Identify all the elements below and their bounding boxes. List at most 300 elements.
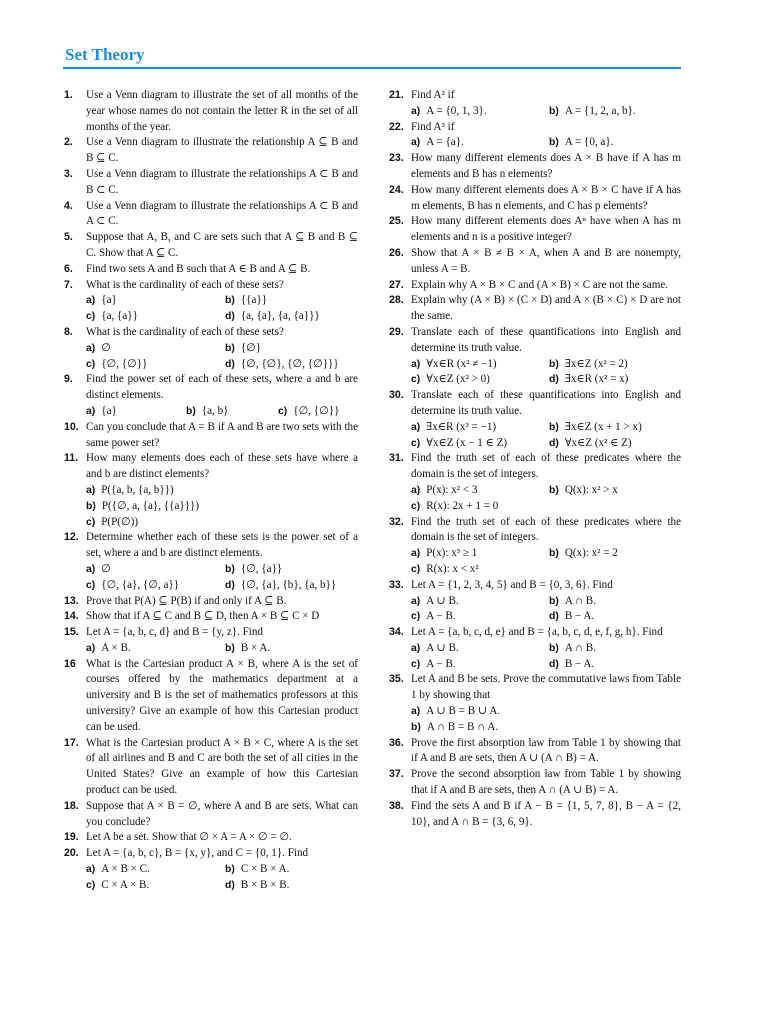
exercise-question: Suppose that A × B = ∅, where A and B are sets. What can you conclude? (86, 799, 358, 828)
exercise-item (389, 736, 681, 768)
exercise-text (64, 530, 358, 562)
exercise-question: Find the truth set of each of these predicates where the domain is the set of integers. (411, 452, 681, 481)
option-label: d) (549, 437, 559, 449)
exercise-option (411, 704, 681, 720)
option-text: A × B × C. (101, 863, 150, 876)
exercise-item (64, 167, 358, 199)
exercise-text (64, 88, 358, 135)
option-label: a) (86, 563, 96, 575)
option-label: b) (225, 295, 235, 307)
exercise-number: 23. (389, 152, 404, 165)
option-label: b) (549, 421, 559, 433)
exercise-text (64, 230, 358, 262)
option-label: b) (549, 105, 559, 117)
exercise-text (64, 325, 358, 341)
exercise-number: 29. (389, 325, 404, 338)
option-text: B × A. (240, 641, 271, 654)
exercise-option (225, 309, 358, 325)
exercise-text (389, 293, 681, 325)
exercise-question: Prove that P(A) ⊆ P(B) if and only if A ⊆ B. (86, 594, 287, 607)
exercise-number: 26. (389, 246, 404, 259)
exercise-number: 3. (64, 167, 73, 180)
exercise-options (64, 562, 358, 594)
option-text: {∅, {∅}} (293, 404, 340, 417)
option-label: b) (186, 405, 196, 417)
exercise-number: 37. (389, 768, 404, 781)
exercise-text (64, 657, 358, 736)
option-text: {a, b} (201, 404, 229, 417)
exercise-options (389, 704, 681, 736)
exercise-number: 34. (389, 626, 404, 639)
exercise-option (411, 562, 543, 578)
exercise-number: 20. (64, 847, 79, 860)
exercise-text (389, 388, 681, 420)
exercise-question: Translate each of these quantifications into English and determine its truth value. (411, 325, 681, 354)
right-column (389, 88, 681, 830)
exercise-item (389, 799, 681, 831)
exercise-option (411, 546, 543, 562)
exercise-text (389, 246, 681, 278)
exercise-text (389, 214, 681, 246)
exercise-item (64, 135, 358, 167)
exercise-number: 17. (64, 736, 79, 749)
exercise-option (411, 483, 543, 499)
exercise-number: 15. (64, 626, 79, 639)
option-text: ∃x∈R (x³ = −1) (426, 420, 497, 433)
exercise-question: Explain why (A × B) × (C × D) and A × (B × C) × D are not the same. (411, 294, 681, 323)
exercise-option (278, 404, 358, 420)
option-text: A − B. (426, 610, 456, 623)
option-label: b) (549, 358, 559, 370)
option-text: P({∅, a, {a}, {{a}}}) (101, 499, 200, 512)
exercise-text (64, 736, 358, 799)
exercise-option (549, 420, 681, 436)
option-label: a) (411, 421, 421, 433)
exercise-item (389, 214, 681, 246)
exercise-option (86, 341, 219, 357)
exercise-question: What is the Cartesian product A × B × C, where A is the set of all airlines and B and C are both the set of all cities in the United States? Give an example of how this Cartesian product can be used. (86, 736, 358, 797)
exercise-option (549, 436, 681, 452)
exercise-question: Suppose that A, B, and C are sets such that A ⊆ B and B ⊆ C. Show that A ⊆ C. (86, 231, 358, 259)
exercise-question: Explain why A × B × C and (A × B) × C are not the same. (411, 278, 669, 291)
exercise-item (389, 451, 681, 514)
exercise-option (225, 357, 358, 373)
exercise-item (389, 625, 681, 672)
option-label: c) (86, 358, 96, 370)
exercise-question: How many different elements does A × B have if A has m elements and B has n elements? (411, 152, 681, 180)
option-label: c) (86, 311, 96, 323)
exercise-text (64, 167, 358, 199)
exercise-text (389, 120, 681, 136)
page-title: Set Theory (65, 45, 145, 64)
exercise-number: 19. (64, 831, 79, 844)
exercise-item (64, 830, 358, 846)
exercise-option (549, 657, 681, 673)
exercise-number: 14. (64, 610, 79, 623)
exercise-item (64, 199, 358, 231)
exercise-option (411, 594, 543, 610)
option-text: Q(x): x² = 2 (564, 547, 618, 560)
exercise-number: 35. (389, 673, 404, 686)
exercise-question: Show that A × B ≠ B × A, when A and B are nonempty, unless A = B. (411, 246, 681, 275)
option-label: d) (225, 879, 235, 891)
exercise-question: Prove the first absorption law from Table 1 by showing that if A and B are sets, then A ∪ (A ∩ B) = A. (411, 736, 681, 765)
exercise-item (389, 151, 681, 183)
option-text: P(x): x² < 3 (426, 483, 478, 496)
exercise-text (64, 199, 358, 231)
exercise-question: Use a Venn diagram to illustrate the relationship A ⊆ B and B ⊆ C. (86, 136, 358, 165)
exercise-question: Use a Venn diagram to illustrate the set of all months of the year whose names do not contain the letter R in the set of all months of the year. (86, 89, 358, 133)
exercise-options (389, 135, 681, 151)
exercise-item (389, 578, 681, 625)
exercise-options (64, 293, 358, 325)
option-text: A = {0, a}. (564, 136, 614, 149)
exercise-option (411, 499, 543, 515)
exercise-option (549, 641, 681, 657)
option-label: c) (411, 563, 421, 575)
exercise-question: Let A = {a, b, c}, B = {x, y}, and C = {0, 1}. Find (86, 847, 309, 860)
option-label: a) (86, 864, 96, 876)
exercise-question: Let A = {a, b, c, d, e} and B = {a, b, c, d, e, f, g, h}. Find (411, 626, 663, 639)
exercise-options (64, 341, 358, 373)
option-label: b) (86, 500, 96, 512)
exercise-number: 18. (64, 799, 79, 812)
option-text: A = {0, 1, 3}. (426, 104, 487, 117)
exercise-question: How many different elements does Aⁿ have when A has m elements and n is a positive integer? (411, 215, 681, 244)
option-label: b) (549, 548, 559, 560)
option-label: b) (225, 563, 235, 575)
option-text: {a} (101, 294, 117, 307)
option-text: C × A × B. (101, 878, 150, 891)
exercise-text (389, 325, 681, 357)
exercise-number: 21. (389, 89, 404, 101)
exercise-option (549, 546, 681, 562)
option-text: R(x): 2x + 1 = 0 (426, 499, 499, 512)
option-label: a) (411, 595, 421, 607)
exercise-question: What is the Cartesian product A × B, where A is the set of courses offered by the mathematics department at a university and B is the set of mathematics professors at this university? Give an example of how this Cartesian product can be used. (86, 657, 358, 733)
exercise-text (64, 372, 358, 404)
exercise-item (64, 625, 358, 657)
option-label: c) (411, 374, 421, 386)
exercise-question: Let A be a set. Show that ∅ × A = A × ∅ = ∅. (86, 831, 292, 844)
exercise-number: 10. (64, 420, 79, 433)
exercise-options (389, 420, 681, 452)
option-label: a) (411, 137, 421, 149)
exercise-question: Find the truth set of each of these predicates where the domain is the set of integers. (411, 515, 681, 544)
option-text: A ∪ B = B ∪ A. (426, 705, 501, 718)
exercise-text (64, 799, 358, 831)
exercise-item (389, 325, 681, 388)
option-label: a) (86, 642, 96, 654)
option-label: b) (411, 721, 421, 733)
exercise-number: 38. (389, 799, 404, 812)
exercise-options (389, 483, 681, 515)
option-label: b) (549, 595, 559, 607)
option-text: R(x): x < x² (426, 562, 479, 575)
exercise-question: Determine whether each of these sets is the power set of a set, where a and b are distinct elements. (86, 531, 358, 560)
exercise-option (86, 483, 358, 499)
exercise-item (64, 657, 358, 736)
exercise-number: 27. (389, 278, 404, 291)
exercise-text (64, 262, 358, 278)
option-label: c) (86, 579, 96, 591)
exercise-number: 24. (389, 183, 404, 196)
exercise-question: Find A³ if (411, 120, 455, 133)
option-label: d) (549, 374, 559, 386)
option-text: P({a, b, {a, b}}) (101, 483, 174, 496)
exercise-option (86, 562, 219, 578)
exercise-number: 25. (389, 215, 404, 228)
option-text: ∅ (101, 562, 111, 575)
exercise-text (389, 736, 681, 768)
option-label: c) (86, 879, 96, 891)
exercise-text (64, 451, 358, 483)
exercise-option (86, 578, 219, 594)
option-text: {a, {a}} (101, 310, 138, 323)
exercise-option (549, 609, 681, 625)
option-text: A ∪ B. (426, 641, 459, 654)
exercise-text (389, 799, 681, 831)
exercise-option (411, 420, 543, 436)
option-label: b) (225, 864, 235, 876)
exercise-text (64, 625, 358, 641)
option-text: A ∪ B. (426, 594, 459, 607)
exercise-option (225, 878, 358, 894)
exercise-option (411, 720, 681, 736)
exercise-number: 4. (64, 199, 73, 212)
exercise-item (64, 230, 358, 262)
exercise-options (64, 404, 358, 420)
option-label: b) (549, 484, 559, 496)
exercise-item (64, 846, 358, 893)
exercise-text (64, 135, 358, 167)
exercise-item (64, 799, 358, 831)
option-text: A ∩ B = B ∩ A. (426, 720, 499, 733)
option-text: P(x): x³ ≥ 1 (426, 547, 478, 560)
exercise-option (86, 515, 358, 531)
option-label: c) (411, 437, 421, 449)
exercise-number: 32. (389, 515, 404, 528)
option-text: ∀x∈Z (x − 1 ∈ Z) (426, 436, 508, 449)
exercise-item (64, 530, 358, 593)
exercise-number: 16 (64, 657, 76, 670)
exercise-item (64, 278, 358, 325)
option-label: c) (411, 658, 421, 670)
exercise-text (64, 830, 358, 846)
exercise-question: Use a Venn diagram to illustrate the relationships A ⊂ B and B ⊂ C. (86, 167, 358, 196)
option-text: A − B. (426, 657, 456, 670)
exercise-number: 30. (389, 389, 404, 402)
exercise-question: How many elements does each of these sets have where a and b are distinct elements? (86, 452, 358, 481)
option-label: a) (86, 405, 96, 417)
exercise-option (549, 104, 681, 120)
exercise-question: Use a Venn diagram to illustrate the relationships A ⊂ B and A ⊂ C. (86, 199, 358, 228)
exercise-question: What is the cardinality of each of these sets? (86, 325, 284, 338)
exercise-option (225, 578, 358, 594)
exercise-question: Let A = {1, 2, 3, 4, 5} and B = {0, 3, 6}. Find (411, 578, 613, 591)
exercise-option (225, 341, 358, 357)
option-label: b) (549, 137, 559, 149)
exercise-option (86, 499, 358, 515)
option-text: ∅ (101, 341, 111, 354)
exercise-option (411, 135, 543, 151)
exercise-option (411, 104, 543, 120)
exercise-option (549, 372, 681, 388)
exercise-question: Find the sets A and B if A − B = {1, 5, 7, 8}, B − A = {2, 10}, and A ∩ B = {3, 6, 9}. (411, 799, 681, 828)
exercise-option (86, 862, 219, 878)
option-text: ∃x∈Z (x + 1 > x) (564, 420, 642, 433)
option-text: {{a}} (240, 294, 268, 307)
option-text: A ∩ B. (564, 594, 596, 607)
option-text: {∅, {a}, {b}, {a, b}} (240, 578, 337, 591)
exercise-number: 22. (389, 120, 404, 133)
exercise-option (411, 609, 543, 625)
option-label: a) (411, 358, 421, 370)
exercise-number: 12. (64, 531, 79, 544)
exercise-text (389, 578, 681, 594)
option-label: c) (86, 516, 96, 528)
exercise-option (549, 135, 681, 151)
exercise-option (225, 641, 358, 657)
exercise-number: 31. (389, 452, 404, 465)
exercise-option (186, 404, 272, 420)
exercise-item (389, 767, 681, 799)
option-text: {a, {a}, {a, {a}}} (240, 310, 320, 323)
option-text: A = {a}. (426, 136, 464, 149)
exercise-question: Let A = {a, b, c, d} and B = {y, z}. Find (86, 626, 263, 639)
exercise-text (389, 672, 681, 704)
exercise-item (64, 372, 358, 419)
exercise-number: 6. (64, 262, 73, 275)
exercise-text (389, 515, 681, 547)
exercise-item (64, 594, 358, 610)
option-label: d) (549, 658, 559, 670)
option-text: B × B × B. (240, 878, 290, 891)
exercise-question: Find A² if (411, 89, 455, 101)
option-label: a) (411, 484, 421, 496)
option-text: ∃x∈Z (x² = 2) (564, 357, 628, 370)
exercise-question: Let A and B be sets. Prove the commutative laws from Table 1 by showing that (411, 673, 681, 702)
exercise-text (64, 278, 358, 294)
exercise-options (389, 357, 681, 389)
exercise-item (64, 325, 358, 372)
option-text: {∅, {∅}} (101, 357, 148, 370)
exercise-option (225, 293, 358, 309)
exercise-option (411, 641, 543, 657)
option-label: a) (411, 548, 421, 560)
exercise-item (64, 262, 358, 278)
option-text: ∀x∈Z (x² > 0) (426, 373, 490, 386)
exercise-item (389, 515, 681, 578)
option-text: ∀x∈R (x² ≠ −1) (426, 357, 497, 370)
exercise-text (64, 420, 358, 452)
exercise-number: 11. (64, 452, 79, 465)
option-label: d) (225, 358, 235, 370)
exercise-number: 2. (64, 136, 73, 149)
exercise-question: What is the cardinality of each of these sets? (86, 278, 284, 291)
exercise-number: 7. (64, 278, 73, 291)
option-label: b) (225, 342, 235, 354)
option-label: b) (225, 642, 235, 654)
exercise-text (389, 151, 681, 183)
option-text: {∅, {a}} (240, 562, 283, 575)
option-text: ∀x∈Z (x² ∈ Z) (564, 436, 632, 449)
exercise-number: 1. (64, 89, 73, 101)
exercise-number: 13. (64, 594, 79, 607)
exercise-option (549, 357, 681, 373)
exercise-number: 8. (64, 325, 73, 338)
option-label: c) (411, 611, 421, 623)
exercise-option (411, 372, 543, 388)
exercise-option (86, 309, 219, 325)
exercise-option (549, 594, 681, 610)
exercise-item (64, 451, 358, 530)
exercise-option (549, 483, 681, 499)
exercise-option (225, 562, 358, 578)
exercise-item (64, 88, 358, 135)
option-text: {a} (101, 404, 117, 417)
exercise-option (86, 404, 180, 420)
exercise-item (389, 120, 681, 152)
exercise-number: 28. (389, 294, 404, 307)
exercise-text (64, 609, 358, 625)
exercise-options (389, 104, 681, 120)
exercise-question: Find two sets A and B such that A ∈ B and A ⊆ B. (86, 262, 311, 275)
option-text: A ∩ B. (564, 641, 596, 654)
exercise-text (389, 183, 681, 215)
option-text: ∃x∈R (x² = x) (564, 373, 629, 386)
exercise-item (64, 609, 358, 625)
exercise-item (389, 672, 681, 735)
exercise-number: 33. (389, 578, 404, 591)
exercise-option (225, 862, 358, 878)
exercise-question: Prove the second absorption law from Table 1 by showing that if A and B are sets, then A ∩ (A ∪ B) = A. (411, 768, 681, 797)
option-label: d) (225, 579, 235, 591)
exercise-text (389, 278, 681, 294)
exercise-options (64, 483, 358, 530)
exercise-option (86, 357, 219, 373)
option-label: b) (549, 642, 559, 654)
exercise-number: 5. (64, 231, 73, 244)
option-label: a) (86, 342, 96, 354)
option-text: {∅, {∅}, {∅, {∅}}} (240, 357, 339, 370)
exercise-text (64, 846, 358, 862)
exercise-options (64, 862, 358, 894)
exercise-option (411, 657, 543, 673)
exercise-item (64, 736, 358, 799)
exercise-item (389, 293, 681, 325)
exercise-item (64, 420, 358, 452)
option-text: B − A. (564, 610, 595, 623)
exercise-item (389, 278, 681, 294)
option-label: a) (411, 105, 421, 117)
exercise-text (389, 88, 681, 104)
exercise-text (64, 594, 358, 610)
exercise-text (389, 625, 681, 641)
exercise-question: Can you conclude that A = B if A and B are two sets with the same power set? (86, 420, 358, 449)
exercise-option (411, 436, 543, 452)
exercise-options (389, 546, 681, 578)
option-text: B − A. (564, 657, 595, 670)
exercise-question: Show that if A ⊆ C and B ⊆ D, then A × B ⊆ C × D (86, 610, 320, 623)
exercise-options (64, 641, 358, 657)
exercise-option (411, 357, 543, 373)
option-text: C × B × A. (240, 863, 290, 876)
exercise-number: 36. (389, 736, 404, 749)
option-label: c) (278, 405, 288, 417)
option-label: d) (549, 611, 559, 623)
exercise-text (389, 451, 681, 483)
